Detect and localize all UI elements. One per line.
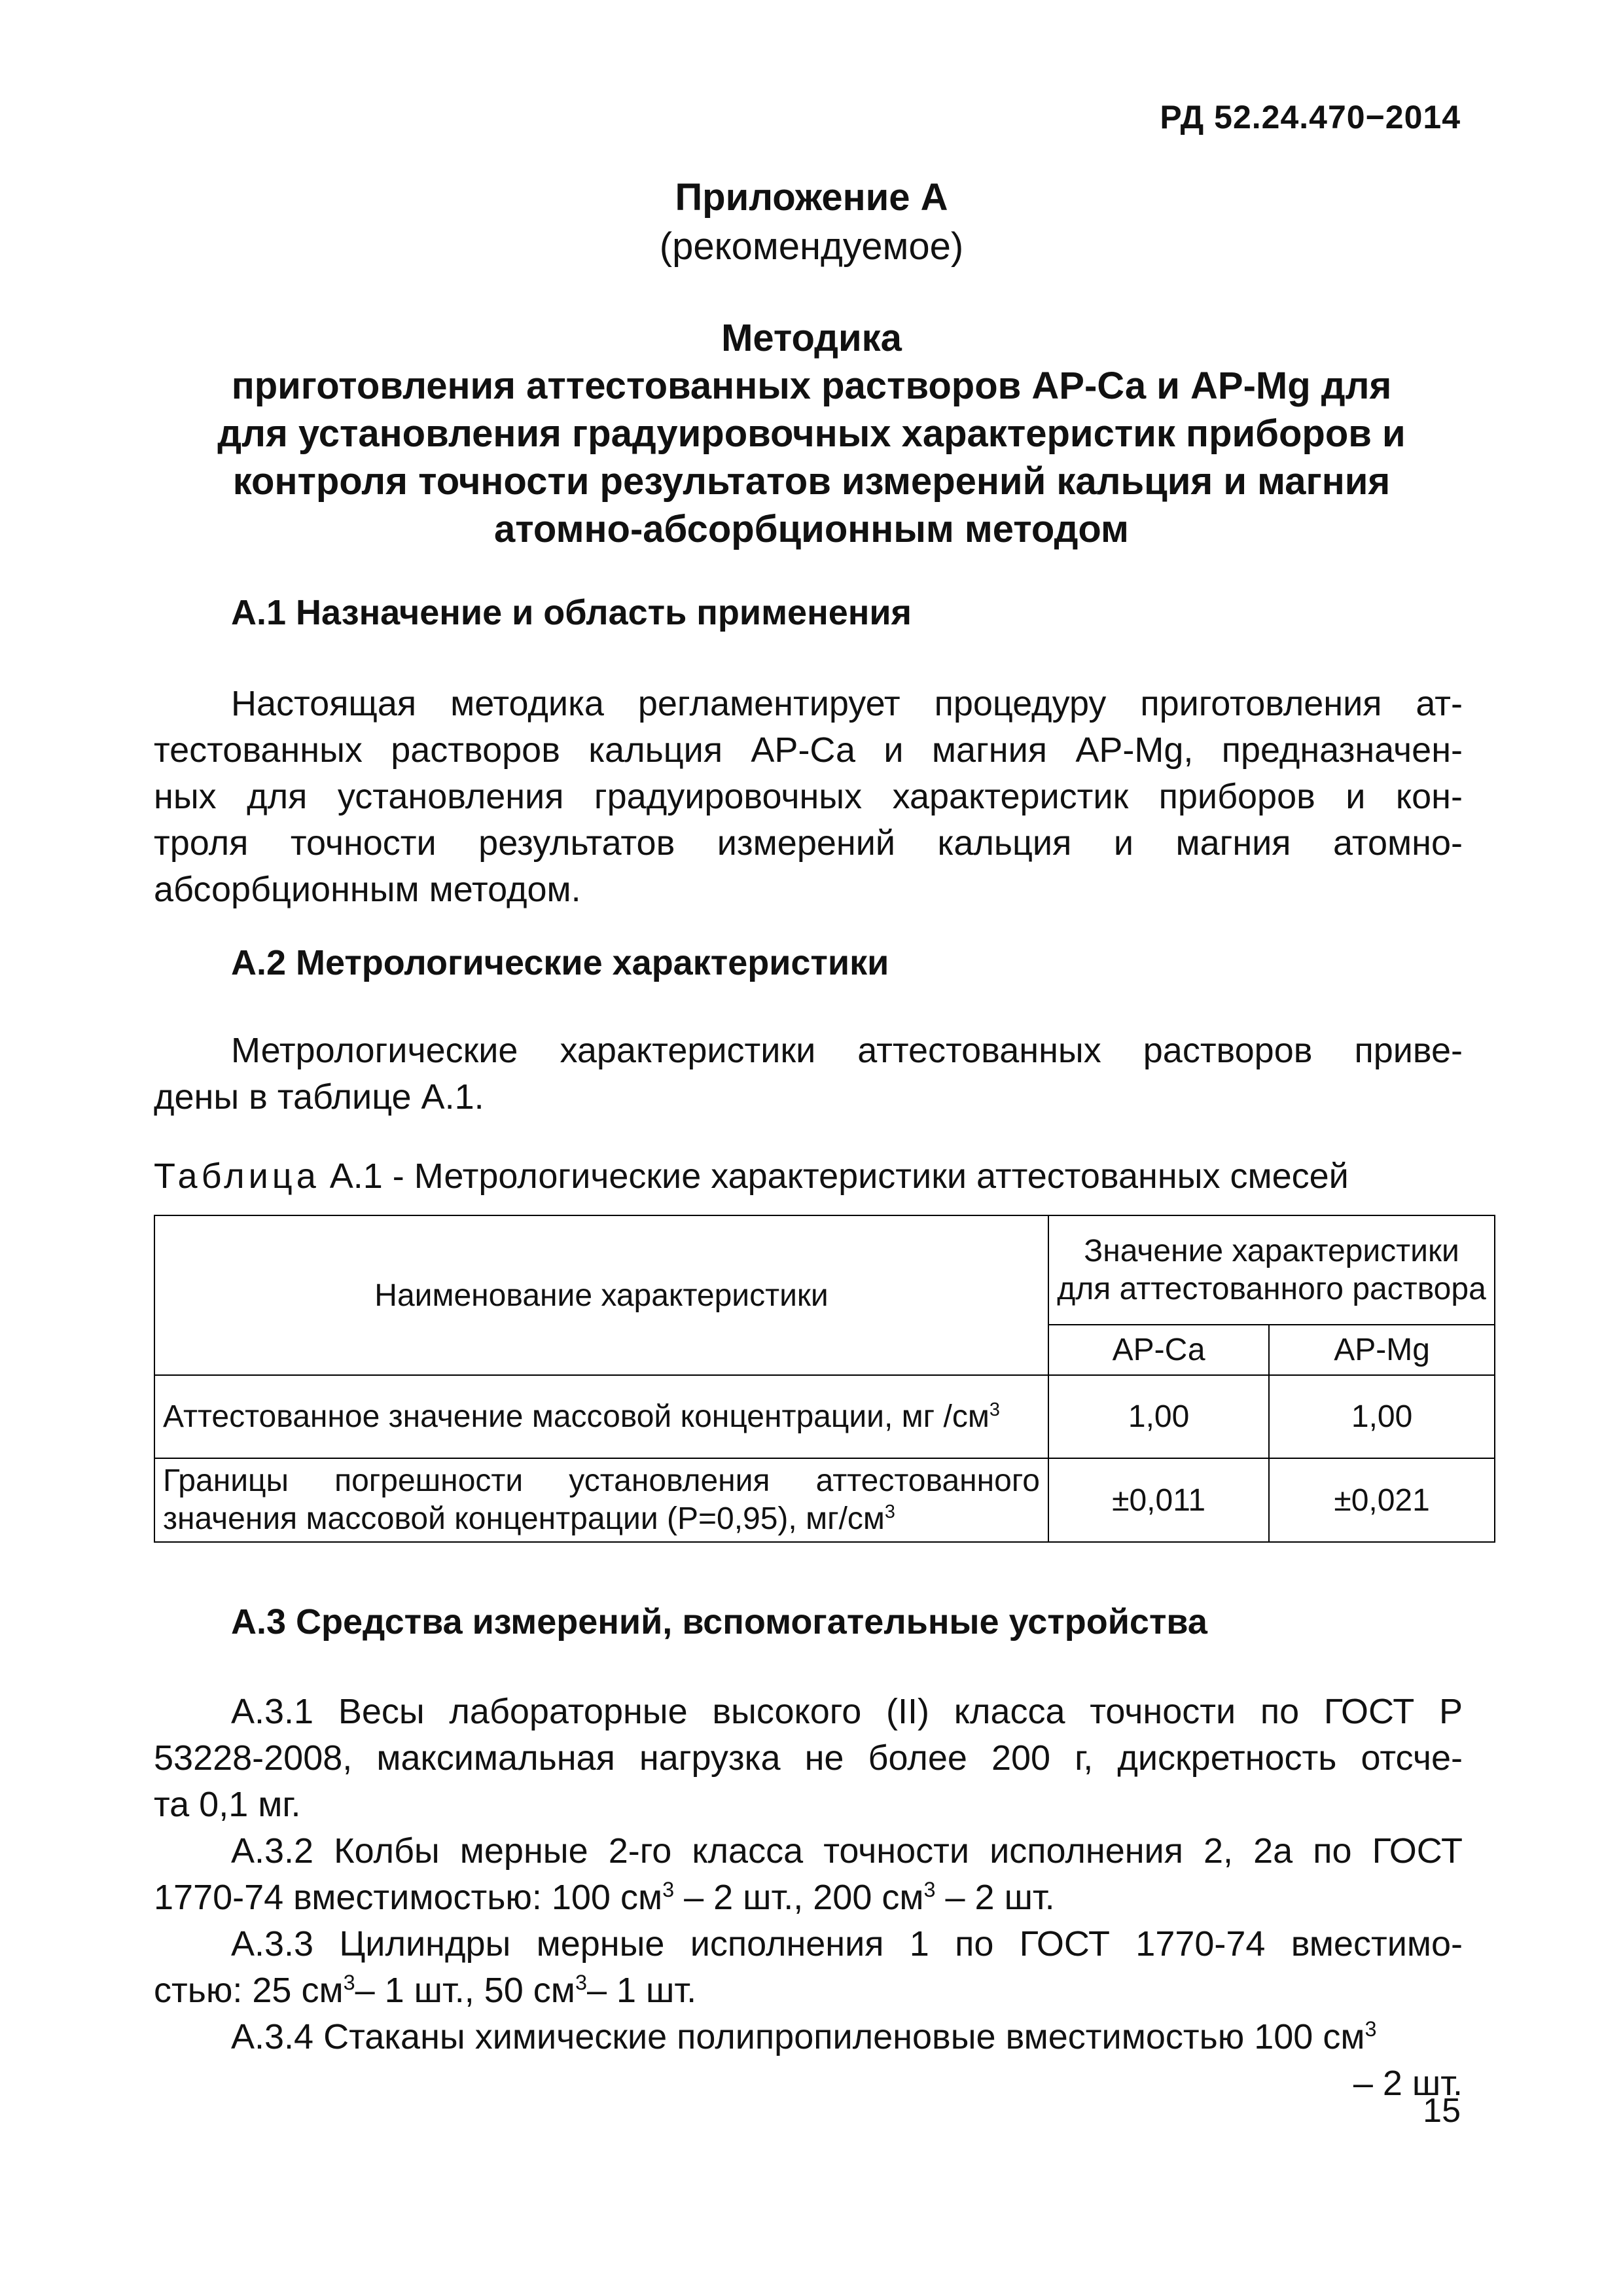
table-caption (154, 1156, 1349, 1196)
header-name-column: Наименование характеристики (154, 1215, 1048, 1375)
paragraph-line: А.3.2 Колбы мерные 2-го класса точности исполнения 2, 2а по ГОСТ (231, 1831, 1463, 1871)
row-value-mg: ±0,021 (1269, 1458, 1495, 1542)
section-a1-heading: А.1 Назначение и область применения (231, 593, 912, 632)
section-a2-paragraph (154, 1028, 1463, 1121)
paragraph-line (154, 1874, 1463, 1921)
section-a1-paragraph (154, 681, 1463, 913)
row-value-ca: 1,00 (1048, 1375, 1269, 1458)
paragraph-line: Метрологические характеристики аттестованных растворов приве- (231, 1031, 1463, 1070)
header-ap-mg: АР-Mg (1269, 1325, 1495, 1375)
text-run: стью: 25 см (154, 1971, 344, 2010)
row-name-text: значения массовой концентрации (P=0,95), мг/см (163, 1501, 885, 1536)
table-caption-word: Таблица (154, 1157, 320, 1196)
paragraph-line: троля точности результатов измерений кальция и магния атомно- (154, 823, 1463, 863)
document-code: РД 52.24.470−2014 (1160, 99, 1461, 135)
row-name-line: Границы погрешности установления аттестованного (163, 1463, 1040, 1498)
text-run: – 1 шт., 50 см (355, 1971, 575, 2010)
paragraph-line: дены в таблице А.1. (154, 1077, 484, 1117)
table-caption-text: А.1 - Метрологические характеристики аттестованных смесей (329, 1157, 1349, 1196)
method-title-line: Методика (721, 317, 902, 359)
text-run: – 2 шт., 200 см (684, 1878, 924, 1917)
section-a2-heading: А.2 Метрологические характеристики (231, 943, 889, 982)
row-value-mg: 1,00 (1269, 1375, 1495, 1458)
superscript: 3 (662, 1878, 675, 1901)
text-run: – 2 шт. (945, 1878, 1055, 1917)
page-number: 15 (1423, 2092, 1461, 2130)
superscript: 3 (989, 1399, 1000, 1420)
text-run: А.3.4 Стаканы химические полипропиленовые вместимостью 100 см (231, 2017, 1365, 2056)
method-title-line: атомно-абсорбционным методом (494, 508, 1129, 550)
paragraph-line: тестованных растворов кальция АР-Са и магния АР-Mg, предназначен- (154, 730, 1463, 770)
paragraph-line: – 2 шт. (1353, 2064, 1463, 2103)
paragraph-line: Настоящая методика регламентирует процедуру приготовления ат- (231, 684, 1463, 723)
row-value-ca: ±0,011 (1048, 1458, 1269, 1542)
superscript: 3 (1364, 2017, 1377, 2041)
row-name-cell (154, 1375, 1048, 1458)
paragraph-line: А.3.3 Цилиндры мерные исполнения 1 по ГОСТ 1770-74 вместимо- (231, 1924, 1463, 1964)
paragraph-line: А.3.1 Весы лабораторные высокого (II) класса точности по ГОСТ Р (231, 1692, 1463, 1731)
table-row (154, 1375, 1495, 1458)
appendix-title: Приложение А (675, 176, 948, 219)
appendix-subtitle: (рекомендуемое) (659, 225, 964, 268)
text-run: – 1 шт. (586, 1971, 697, 2010)
paragraph-line: абсорбционным методом. (154, 870, 581, 909)
method-title (0, 314, 1623, 553)
paragraph-line: та 0,1 мг. (154, 1785, 301, 1824)
row-name-line (163, 1500, 1040, 1538)
superscript: 3 (923, 1878, 936, 1901)
text-run: 1770-74 вместимостью: 100 см (154, 1878, 663, 1917)
table-row (154, 1458, 1495, 1542)
section-a3-paragraphs (154, 1689, 1463, 2107)
method-title-line: контроля точности результатов измерений кальция и магния (232, 460, 1391, 503)
paragraph-line: ных для установления градуировочных характеристик приборов и кон- (154, 777, 1463, 816)
superscript: 3 (575, 1971, 587, 1994)
row-name: Аттестованное значение массовой концентрации, мг /см (163, 1399, 990, 1434)
paragraph-line: 53228-2008, максимальная нагрузка не более 200 г, дискретность отсче- (154, 1738, 1463, 1778)
superscript: 3 (884, 1501, 895, 1522)
section-a3-heading: А.3 Средства измерений, вспомогательные устройства (231, 1602, 1207, 1641)
method-title-line: приготовления аттестованных растворов АР-Са и АР-Mg для (231, 365, 1392, 407)
header-ap-ca: АР-Са (1048, 1325, 1269, 1375)
row-name-cell (154, 1458, 1048, 1542)
superscript: 3 (343, 1971, 355, 1994)
characteristics-table (154, 1215, 1495, 1543)
method-title-line: для установления градуировочных характеристик приборов и (217, 412, 1406, 455)
paragraph-line (154, 2014, 1463, 2060)
paragraph-line (154, 1967, 1463, 2014)
header-value-column: Значение характеристики для аттестованного раствора (1048, 1215, 1495, 1325)
